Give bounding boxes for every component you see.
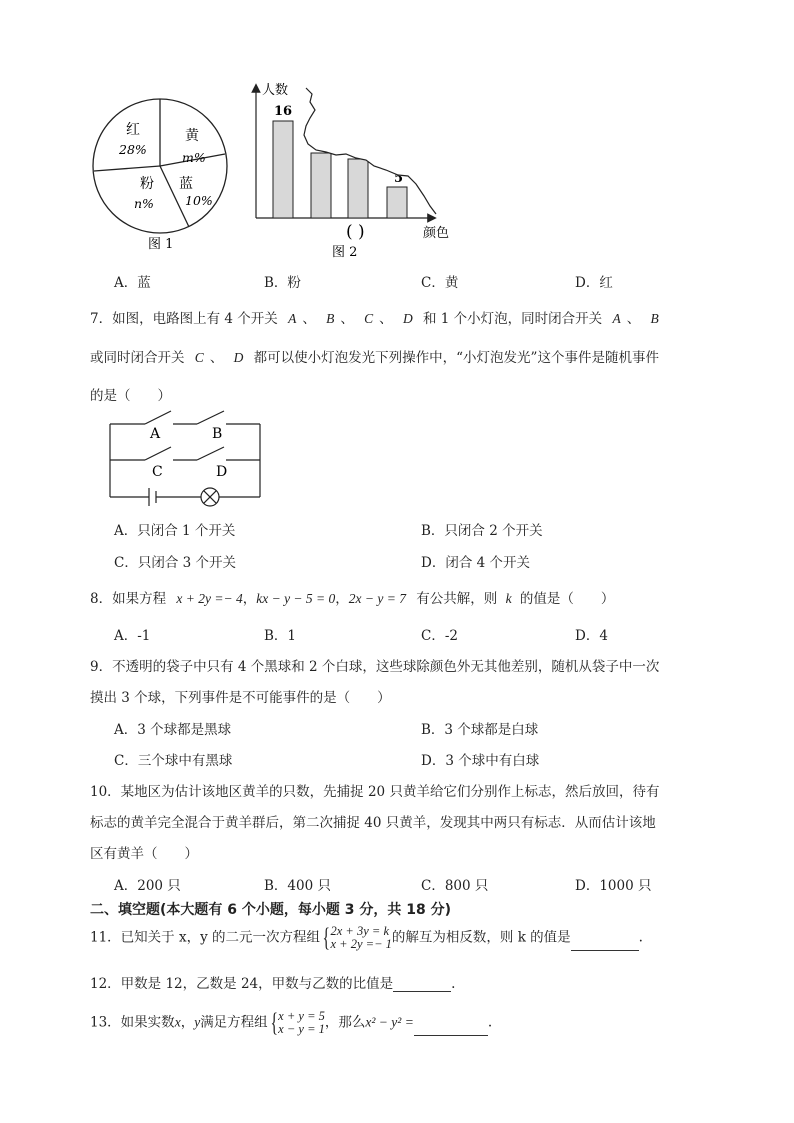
q7-var-a2: A (612, 311, 621, 326)
bar-3 (348, 159, 368, 218)
pie-label-blue: 蓝 (179, 176, 193, 192)
bar-1 (273, 121, 293, 218)
blank-parenthesis: ( ) (346, 222, 365, 242)
circuit-diagram (105, 408, 270, 508)
q8-comma: ， (242, 591, 257, 607)
bar-5-label: 5 (394, 171, 404, 186)
q7-var-c: C (364, 311, 374, 326)
q10-line-1: 10．某地区为估计该地区黄羊的只数，先捕捉 20 只黄羊给它们分别作上标志，然后放回，待有 (90, 784, 660, 800)
q10-option-d: D．1000 只 (575, 878, 652, 894)
figure-1-caption: 图 1 (148, 237, 174, 252)
q7-text-d: 都可以使小灯泡发光下列操作中，“小灯泡发光”这个事件是随机事件 (253, 350, 659, 366)
q7-var-b2: B (650, 311, 659, 326)
bar-1-label: 16 (274, 104, 293, 119)
q6-option-a: A．蓝 (114, 275, 151, 291)
q11-equation-a: 2x + 3y = k (330, 924, 390, 938)
q8-var-k: k (505, 591, 512, 606)
q7-sep: 、 (626, 311, 641, 327)
q7-text-c: 或同时闭合开关 (90, 350, 185, 366)
q13-equation-system: { x + y = 5 x − y = 1 (270, 1008, 325, 1037)
q8-option-c: C．-2 (421, 628, 458, 644)
q9-option-b: B．3 个球都是白球 (421, 722, 539, 738)
q6-option-d: D．红 (575, 275, 613, 291)
pie-pct-blue: 10% (185, 193, 213, 208)
q8-suffix-1: 有公共解，则 (416, 591, 498, 607)
q13-line (90, 1010, 492, 1036)
pie-label-yellow: 黄 (185, 128, 199, 144)
q12-end: . (451, 976, 456, 992)
bar-2 (311, 153, 331, 218)
q7-var-c2: C (194, 350, 204, 365)
q13-prefix: 13．如果实数 (90, 1014, 175, 1031)
q8-option-a: A．-1 (114, 628, 151, 644)
q7-line-2 (90, 346, 659, 366)
q11-suffix: 的解互为相反数，则 k 的值是 (391, 929, 571, 946)
q7-option-b: B．只闭合 2 个开关 (421, 523, 543, 539)
q13-comma: ， (180, 1014, 195, 1031)
q8-prefix: 8．如果方程 (90, 591, 167, 607)
q8-equation-1: x + 2y =− 4 (176, 591, 243, 606)
q13-equation-b: x − y = 1 (278, 1022, 325, 1036)
q9-line-2: 摸出 3 个球，下列事件是不可能事件的是（ ） (90, 690, 391, 706)
q13-var-y: y (194, 1014, 201, 1030)
q12-text: 12．甲数是 12，乙数是 24，甲数与乙数的比值是 (90, 976, 394, 992)
q9-option-a: A．3 个球都是黑球 (114, 722, 232, 738)
q10-line-3: 区有黄羊（ ） (90, 846, 198, 862)
q8-option-b: B．1 (264, 628, 297, 644)
q8-equation-2: kx − y − 5 = 0 (256, 591, 336, 606)
q13-expression: x² − y² = (365, 1014, 414, 1030)
q7-text-a: 7．如图，电路图上有 4 个开关 (90, 311, 278, 327)
q7-option-a: A．只闭合 1 个开关 (114, 523, 236, 539)
figure-1-pie-chart (88, 92, 238, 262)
q7-option-c: C．只闭合 3 个开关 (114, 555, 237, 571)
q6-option-c: C．黄 (421, 275, 459, 291)
q9-option-d: D．3 个球中有白球 (421, 753, 540, 769)
q11-prefix: 11．已知关于 x，y 的二元一次方程组 (90, 929, 321, 946)
pie-label-pink: 粉 (140, 176, 154, 192)
q7-option-d: D．闭合 4 个开关 (421, 555, 530, 571)
figure-2-bar-chart (240, 80, 465, 265)
q11-answer-blank[interactable] (571, 934, 639, 951)
q13-var-x: x (174, 1014, 181, 1030)
figure-2-caption: 图 2 (332, 245, 358, 260)
q13-end: . (487, 1014, 493, 1031)
q7-var-d: D (402, 311, 413, 326)
q8-line (90, 587, 614, 607)
switch-c-label: C (152, 464, 163, 480)
switch-d-label: D (216, 464, 228, 480)
q7-line-1 (90, 307, 665, 327)
q13-equation-a: x + y = 5 (278, 1009, 325, 1023)
switch-d (197, 447, 224, 460)
switch-b (197, 411, 224, 424)
q7-sep: 、 (379, 311, 393, 327)
q7-sep: 、 (209, 350, 224, 366)
q11-equation-b: x + 2y =− 1 (330, 937, 392, 951)
q11-equation-system: { 2x + 3y = k x + 2y =− 1 (322, 923, 392, 952)
q10-option-a: A．200 只 (114, 878, 181, 894)
q11-line (90, 925, 643, 951)
x-axis-label: 颜色 (423, 226, 450, 241)
pie-pct-pink: n% (134, 196, 154, 211)
q10-option-c: C．800 只 (421, 878, 489, 894)
q11-end: . (638, 929, 643, 946)
q13-after: ，那么 (324, 1014, 366, 1031)
q9-line-1: 9．不透明的袋子中只有 4 个黑球和 2 个白球，这些球除颜色外无其他差别，随机从袋子中一次 (90, 659, 660, 675)
q7-line-3: 的是（ ） (90, 388, 171, 404)
pie-label-red: 红 (126, 122, 140, 138)
pie-pct-yellow: m% (182, 150, 206, 165)
q7-sep: 、 (340, 311, 354, 327)
q8-equation-3: 2x − y = 7 (348, 591, 406, 606)
switch-a-label: A (150, 426, 161, 442)
q10-line-2: 标志的黄羊完全混合于黄羊群后，第二次捕捉 40 只黄羊，发现其中两只有标志．从而估计该地 (90, 815, 656, 831)
switch-b-label: B (212, 426, 223, 442)
y-axis-label: 人数 (262, 83, 289, 98)
switch-a (145, 411, 171, 424)
q13-mid: 满足方程组 (200, 1014, 268, 1031)
pie-pct-red: 28% (119, 142, 147, 157)
q6-option-b: B．粉 (264, 275, 301, 291)
q7-var-b: B (326, 311, 335, 326)
q9-option-c: C．三个球中有黑球 (114, 753, 233, 769)
q7-text-b: 和 1 个小灯泡，同时闭合开关 (423, 311, 603, 327)
section-2-title: 二、填空题(本大题有 6 个小题，每小题 3 分，共 18 分) (90, 902, 452, 918)
q7-var-a: A (288, 311, 297, 326)
q10-option-b: B．400 只 (264, 878, 331, 894)
q8-option-d: D．4 (575, 628, 608, 644)
q7-sep: 、 (302, 311, 316, 327)
q7-var-d2: D (233, 350, 244, 365)
switch-c (145, 447, 171, 460)
q8-suffix-2: 的值是（ ） (519, 591, 615, 607)
q12-answer-blank[interactable] (393, 975, 451, 992)
q13-answer-blank[interactable] (414, 1019, 488, 1036)
q8-comma: ， (335, 591, 349, 607)
q12-line (90, 972, 455, 992)
bar-5 (387, 187, 407, 218)
